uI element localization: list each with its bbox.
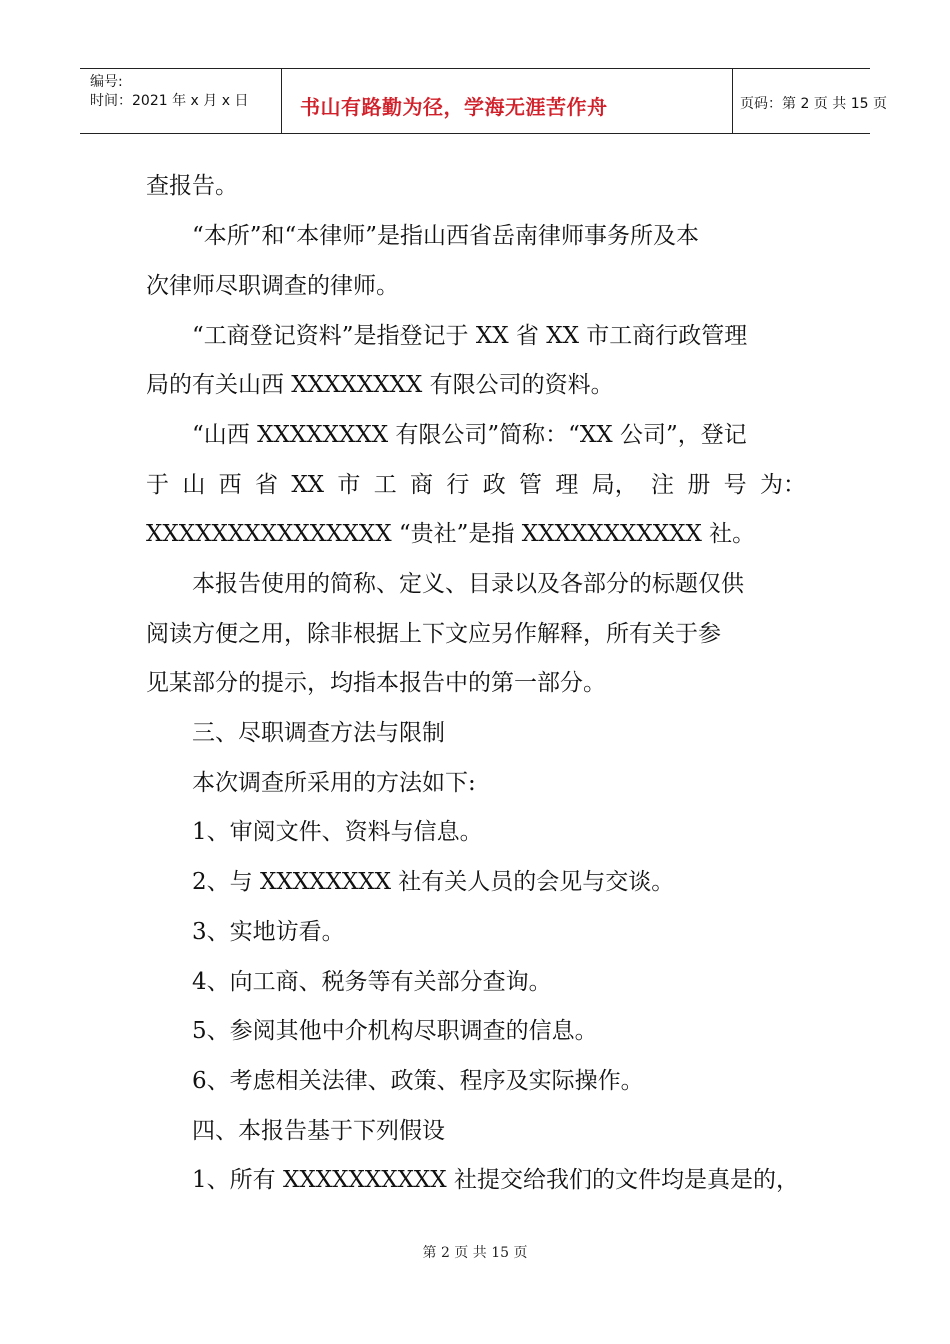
justified-segment: 西 xyxy=(218,472,242,498)
justified-segment: 省 xyxy=(254,472,278,498)
list-item: 2、与 XXXXXXXX 社有关人员的会见与交谈。 xyxy=(192,869,675,895)
page-info: 页码：第 2 页 共 15 页 xyxy=(740,96,887,112)
body-line: “工商登记资料”是指登记于 XX 省 XX 市工商行政管理 xyxy=(192,323,748,349)
body-line: XXXXXXXXXXXXXXX “贵社”是指 XXXXXXXXXXX 社。 xyxy=(146,521,756,547)
justified-segment: 为： xyxy=(760,472,806,498)
justified-segment: 行 xyxy=(446,472,470,498)
justified-segment: 号 xyxy=(723,472,747,498)
justified-segment: 注 xyxy=(651,472,675,498)
justified-segment: 政 xyxy=(482,472,506,498)
section-heading: 三、尽职调查方法与限制 xyxy=(192,720,445,746)
body-line: 本报告使用的简称、定义、目录以及各部分的标题仅供 xyxy=(192,571,744,597)
body-line: 次律师尽职调查的律师。 xyxy=(146,273,399,299)
motto-text: 书山有路勤为径，学海无涯苦作舟 xyxy=(300,95,608,119)
list-item: 5、参阅其他中介机构尽职调查的信息。 xyxy=(192,1018,598,1044)
time-label: 时间：2021 年 x 月 x 日 xyxy=(90,93,249,109)
body-line-justified xyxy=(146,470,806,500)
body-line: 本次调查所采用的方法如下: xyxy=(192,770,476,796)
justified-segment: 管 xyxy=(519,472,543,498)
justified-segment: 市 xyxy=(337,472,361,498)
list-item: 1、所有 XXXXXXXXXX 社提交给我们的文件均是真是的， xyxy=(192,1167,799,1193)
body-line: “山西 XXXXXXXX 有限公司”简称：“XX 公司”，登记 xyxy=(192,422,747,448)
number-label: 编号: xyxy=(90,74,123,90)
justified-segment: XX xyxy=(291,472,325,498)
body-line: 见某部分的提示，均指本报告中的第一部分。 xyxy=(146,670,606,696)
body-line: 局的有关山西 XXXXXXXX 有限公司的资料。 xyxy=(146,372,614,398)
justified-segment: 山 xyxy=(182,472,206,498)
list-item: 4、向工商、税务等有关部分查询。 xyxy=(192,969,552,995)
justified-segment: 商 xyxy=(410,472,434,498)
list-item: 6、考虑相关法律、政策、程序及实际操作。 xyxy=(192,1068,644,1094)
section-heading: 四、本报告基于下列假设 xyxy=(192,1118,445,1144)
body-line: 阅读方便之用，除非根据上下文应另作解释，所有关于参 xyxy=(146,621,721,647)
justified-segment: 册 xyxy=(687,472,711,498)
page-footer: 第 2 页 共 15 页 xyxy=(422,1245,528,1261)
justified-segment: 工 xyxy=(373,472,397,498)
body-line: 查报告。 xyxy=(146,173,238,199)
justified-segment: 于 xyxy=(146,472,169,498)
list-item: 3、实地访看。 xyxy=(192,919,345,945)
list-item: 1、审阅文件、资料与信息。 xyxy=(192,819,483,845)
body-line: “本所”和“本律师”是指山西省岳南律师事务所及本 xyxy=(192,223,700,249)
justified-segment: 局， xyxy=(591,472,638,498)
justified-segment: 理 xyxy=(555,472,579,498)
